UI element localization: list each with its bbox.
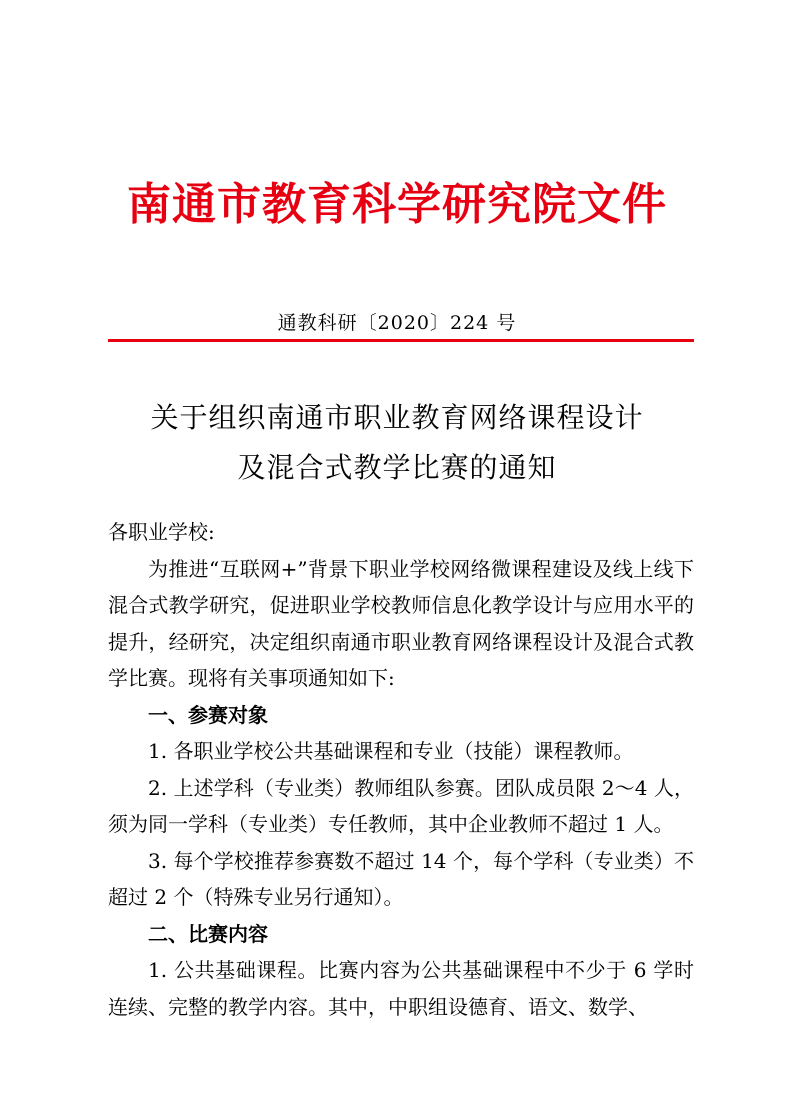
document-number: 通教科研〔2020〕224 号 (277, 312, 517, 334)
masthead-title: 南通市教育科学研究院文件 (127, 179, 667, 230)
section-heading-content: 二、比赛内容 (148, 921, 268, 946)
notice-title-line-2: 及混合式教学比赛的通知 (237, 451, 557, 484)
red-divider (108, 339, 694, 342)
notice-title-line-1: 关于组织南通市职业教育网络课程设计 (150, 401, 644, 434)
list-item: 1. 各职业学校公共基础课程和专业（技能）课程教师。 (148, 739, 634, 763)
list-item: 2. 上述学科（专业类）教师组队参赛。团队成员限 2～4 人，须为同一学科（专业类）专任教师，其中企业教师不超过 1 人。 (108, 775, 694, 836)
intro-paragraph: 为推进“互联网+”背景下职业学校网络微课程建设及线上线下混合式教学研究，促进职业学校教师信息化教学设计与应用水平的提升，经研究，决定组织南通市职业教育网络课程设计及混合式教学比赛。现将有关事项通知如下: (108, 556, 694, 690)
list-item: 1. 公共基础课程。比赛内容为公共基础课程中不少于 6 学时连续、完整的教学内容。其中，中职组设德育、语文、数学、 (108, 958, 694, 1019)
list-item: 3. 每个学校推荐参赛数不超过 14 个，每个学科（专业类）不超过 2 个（特殊专业另行通知）。 (108, 848, 694, 909)
document-body (108, 514, 694, 1025)
salutation: 各职业学校: (108, 520, 215, 544)
section-heading-participants: 一、参赛对象 (148, 702, 268, 727)
